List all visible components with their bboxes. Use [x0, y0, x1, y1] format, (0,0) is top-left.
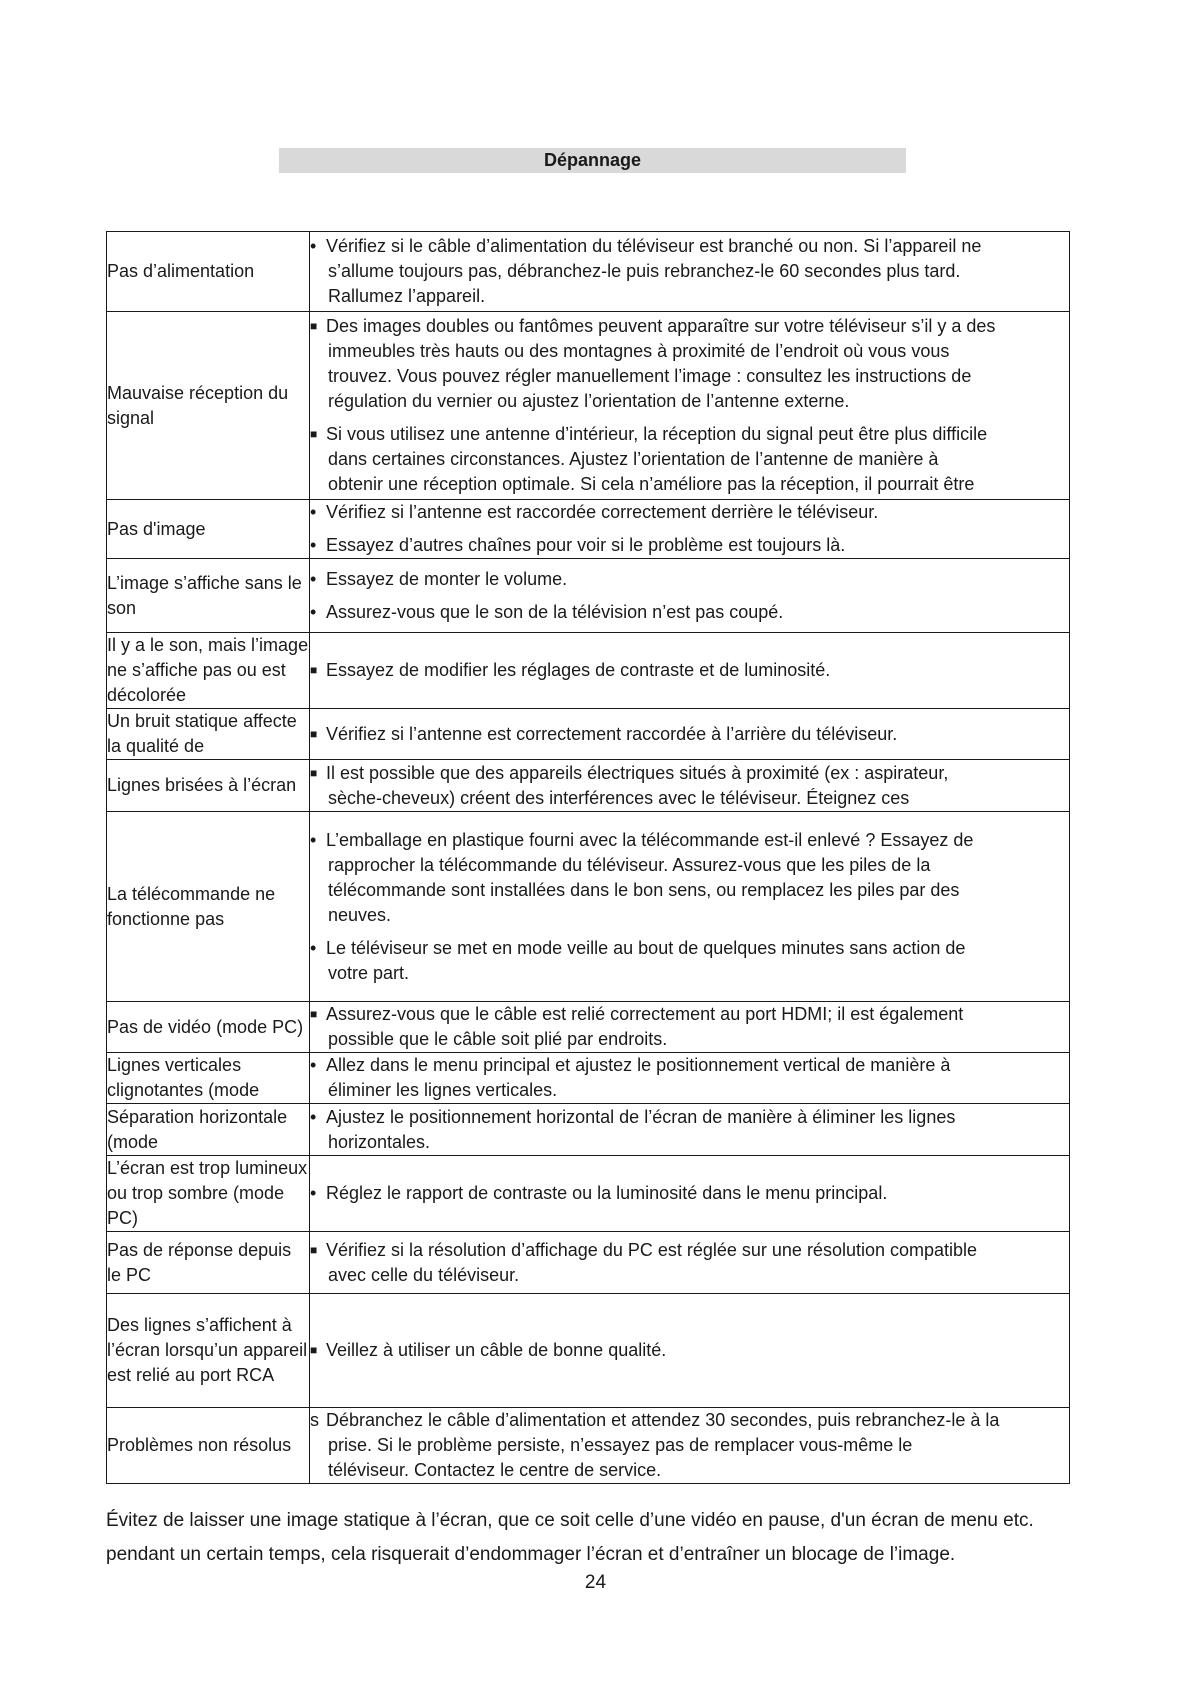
- table-row: [107, 1002, 1070, 1053]
- square-bullet-icon: ■: [310, 765, 318, 780]
- bullet-icon: •: [310, 568, 317, 589]
- table-row: [107, 1104, 1070, 1156]
- page-title: Dépannage: [279, 148, 906, 173]
- solution-text: Assurez-vous que le son de la télévision n’est pas coupé.: [326, 601, 784, 622]
- solution-item: [310, 722, 1069, 747]
- solution-text-line: rapprocher la télécommande du téléviseur. Assurez-vous que les piles de la: [328, 854, 931, 875]
- table-row: [107, 812, 1070, 1002]
- table-row: [107, 559, 1070, 633]
- solution-item: [310, 234, 1069, 309]
- solution-cell: [310, 1294, 1070, 1408]
- solution-item: [310, 314, 1069, 414]
- table-row: [107, 1232, 1070, 1294]
- solution-cell: [310, 1104, 1070, 1156]
- solution-item: [310, 1238, 1069, 1288]
- solution-item: [310, 567, 1069, 592]
- table-row: [107, 312, 1070, 500]
- solution-text-line: possible que le câble soit plié par endroits.: [328, 1029, 668, 1049]
- solution-item: [310, 1002, 1069, 1052]
- solution-cell: [310, 232, 1070, 312]
- square-bullet-icon: ■: [310, 1343, 318, 1357]
- problem-cell: Un bruit statique affecte la qualité de: [107, 709, 310, 760]
- problem-cell: Des lignes s’affichent à l’écran lorsqu’un appareil est relié au port RCA: [107, 1294, 310, 1408]
- table-row: [107, 709, 1070, 760]
- solution-cell: [310, 1408, 1070, 1484]
- footer-note: Évitez de laisser une image statique à l’écran, que ce soit celle d’une vidéo en pause, d'un écran de menu etc. pendant un certain temps, cela risquerait d’endommager l’écran et d’entraîner un blocage de l’image.: [106, 1510, 1034, 1565]
- problem-cell: Pas d'image: [107, 500, 310, 559]
- solution-text-line: obtenir une réception optimale. Si cela n’améliore pas la réception, il pourrait être: [328, 474, 975, 494]
- troubleshooting-table: [106, 231, 1070, 1484]
- solution-text-line: avec celle du téléviseur.: [328, 1264, 520, 1285]
- solution-text: Il est possible que des appareils électriques situés à proximité (ex : aspirateur,: [326, 762, 949, 783]
- problem-cell: Pas de vidéo (mode PC): [107, 1002, 310, 1053]
- bullet-icon: •: [310, 937, 317, 958]
- square-bullet-icon: ■: [310, 319, 318, 333]
- bullet-icon: s: [310, 1410, 319, 1430]
- solution-text: Allez dans le menu principal et ajustez le positionnement vertical de manière à: [326, 1055, 951, 1075]
- table-row: [107, 760, 1070, 812]
- bullet-icon: •: [310, 236, 317, 256]
- solution-cell: [310, 709, 1070, 760]
- table-row: [107, 500, 1070, 559]
- solution-cell: [310, 1002, 1070, 1053]
- problem-cell: Pas d’alimentation: [107, 232, 310, 312]
- solution-text: Vérifiez si l’antenne est raccordée correctement derrière le téléviseur.: [326, 502, 879, 522]
- table-row: [107, 232, 1070, 312]
- problem-cell: Lignes verticales clignotantes (mode: [107, 1053, 310, 1104]
- solution-text-line: téléviseur. Contactez le centre de service.: [328, 1460, 662, 1480]
- table-row: [107, 1408, 1070, 1484]
- solution-item: [310, 1181, 1069, 1206]
- table-row: [107, 1053, 1070, 1104]
- solution-text-line: sèche-cheveux) créent des interférences avec le téléviseur. Éteignez ces: [328, 787, 910, 808]
- solution-item: [310, 936, 1069, 986]
- solution-item: [310, 422, 1069, 497]
- problem-cell: Pas de réponse depuis le PC: [107, 1232, 310, 1294]
- bullet-icon: •: [310, 1055, 317, 1075]
- solution-item: [310, 500, 1069, 525]
- solution-text: Veillez à utiliser un câble de bonne qualité.: [326, 1340, 667, 1360]
- problem-cell: La télécommande ne fonctionne pas: [107, 812, 310, 1002]
- solution-text: Assurez-vous que le câble est relié correctement au port HDMI; il est également: [326, 1004, 964, 1024]
- solution-text-line: dans certaines circonstances. Ajustez l’orientation de l’antenne de manière à: [328, 449, 939, 469]
- square-bullet-icon: ■: [310, 663, 318, 677]
- solution-text-line: télécommande sont installées dans le bon sens, ou remplacez les piles par des: [328, 879, 960, 900]
- solution-cell: [310, 1053, 1070, 1104]
- solution-text: Si vous utilisez une antenne d’intérieur, la réception du signal peut être plus difficile: [326, 424, 988, 444]
- solution-text: Le téléviseur se met en mode veille au bout de quelques minutes sans action de: [326, 937, 966, 958]
- solution-text-line: s’allume toujours pas, débranchez-le puis rebranchez-le 60 secondes plus tard.: [328, 261, 961, 281]
- bullet-icon: •: [310, 502, 317, 522]
- bullet-icon: •: [310, 829, 317, 850]
- solution-text: L’emballage en plastique fourni avec la télécommande est-il enlevé ? Essayez de: [326, 829, 974, 850]
- solution-text: Réglez le rapport de contraste ou la luminosité dans le menu principal.: [326, 1183, 888, 1203]
- solution-text-line: prise. Si le problème persiste, n’essayez pas de remplacer vous-même le: [328, 1435, 913, 1455]
- solution-text-line: immeubles très hauts ou des montagnes à proximité de l’endroit où vous vous: [328, 341, 950, 361]
- solution-text: Débranchez le câble d’alimentation et attendez 30 secondes, puis rebranchez-le à la: [326, 1410, 1000, 1430]
- problem-cell: Problèmes non résolus: [107, 1408, 310, 1484]
- solution-text-line: régulation du vernier ou ajustez l’orientation de l’antenne externe.: [328, 391, 850, 411]
- bullet-icon: •: [310, 535, 317, 555]
- problem-cell: Il y a le son, mais l’image ne s’affiche pas ou est décolorée: [107, 633, 310, 709]
- square-bullet-icon: ■: [310, 1007, 318, 1021]
- solution-cell: [310, 559, 1070, 633]
- solution-item: [310, 533, 1069, 558]
- solution-text-line: neuves.: [328, 904, 392, 925]
- bullet-icon: •: [310, 1183, 317, 1203]
- solution-text: Essayez de monter le volume.: [326, 568, 568, 589]
- solution-text: Essayez de modifier les réglages de contraste et de luminosité.: [326, 660, 831, 680]
- solution-item: [310, 1053, 1069, 1103]
- solution-cell: [310, 760, 1070, 812]
- table-row: [107, 1156, 1070, 1232]
- square-bullet-icon: ■: [310, 1242, 318, 1257]
- solution-cell: [310, 812, 1070, 1002]
- table-row: [107, 633, 1070, 709]
- bullet-icon: •: [310, 1106, 317, 1127]
- solution-text: Essayez d’autres chaînes pour voir si le problème est toujours là.: [326, 535, 846, 555]
- solution-text: Des images doubles ou fantômes peuvent apparaître sur votre téléviseur s’il y a des: [326, 316, 996, 336]
- solution-text-line: votre part.: [328, 962, 410, 983]
- bullet-icon: •: [310, 601, 317, 622]
- problem-cell: L’écran est trop lumineux ou trop sombre (mode PC): [107, 1156, 310, 1232]
- solution-cell: [310, 633, 1070, 709]
- solution-item: [310, 600, 1069, 625]
- solution-item: [310, 1408, 1069, 1483]
- problem-cell: Séparation horizontale (mode: [107, 1104, 310, 1156]
- solution-cell: [310, 312, 1070, 500]
- solution-item: [310, 1105, 1069, 1155]
- solution-item: [310, 761, 1069, 811]
- solution-text-line: horizontales.: [328, 1131, 431, 1152]
- solution-item: [310, 828, 1069, 928]
- solution-text-line: Rallumez l’appareil.: [328, 286, 486, 306]
- solution-item: [310, 658, 1069, 683]
- solution-cell: [310, 1156, 1070, 1232]
- solution-text: Ajustez le positionnement horizontal de l’écran de manière à éliminer les lignes: [326, 1106, 956, 1127]
- page-number: 24: [584, 1572, 607, 1593]
- problem-cell: L’image s’affiche sans le son: [107, 559, 310, 633]
- solution-cell: [310, 1232, 1070, 1294]
- solution-text: Vérifiez si le câble d’alimentation du téléviseur est branché ou non. Si l’appareil ne: [326, 236, 982, 256]
- solution-cell: [310, 500, 1070, 559]
- solution-text-line: éliminer les lignes verticales.: [328, 1080, 558, 1100]
- troubleshooting-table-body: [107, 232, 1070, 1484]
- solution-text: Vérifiez si la résolution d’affichage du PC est réglée sur une résolution compatible: [326, 1239, 978, 1260]
- table-row: [107, 1294, 1070, 1408]
- square-bullet-icon: ■: [310, 726, 318, 741]
- square-bullet-icon: ■: [310, 427, 318, 441]
- solution-text-line: trouvez. Vous pouvez régler manuellement l’image : consultez les instructions de: [328, 366, 972, 386]
- problem-cell: Lignes brisées à l’écran: [107, 760, 310, 812]
- problem-cell: Mauvaise réception du signal: [107, 312, 310, 500]
- solution-item: [310, 1338, 1069, 1363]
- solution-text: Vérifiez si l’antenne est correctement raccordée à l’arrière du téléviseur.: [326, 723, 898, 744]
